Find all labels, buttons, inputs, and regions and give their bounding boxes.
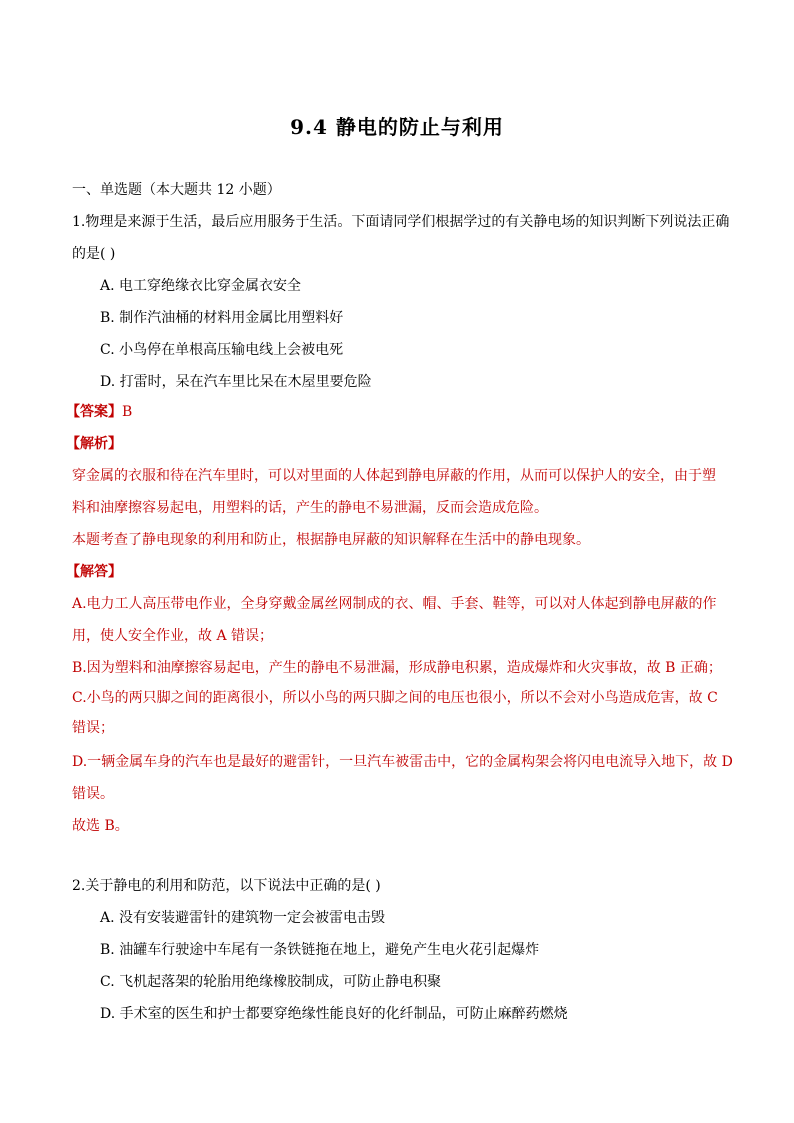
solution-label: 【解答】: [66, 564, 122, 580]
q1-option-d: D. 打雷时，呆在汽车里比呆在木屋里要危险: [100, 374, 372, 390]
solution-line-4: C.小鸟的两只脚之间的距离很小，所以小鸟的两只脚之间的电压也很小，所以不会对小鸟造成危害，故 C: [72, 690, 718, 706]
solution-line-1: A.电力工人高压带电作业，全身穿戴金属丝网制成的衣、帽、手套、鞋等，可以对人体起到静电屏蔽的作: [72, 596, 717, 612]
solution-line-2: 用，使人安全作业，故 A 错误；: [72, 628, 274, 644]
solution-line-6: D.一辆金属车身的汽车也是最好的避雷针，一旦汽车被雷击中，它的金属构架会将闪电电流导入地下，故 D: [72, 754, 733, 770]
analysis-label: 【解析】: [66, 436, 122, 452]
q2-option-c: C. 飞机起落架的轮胎用绝缘橡胶制成，可防止静电积聚: [100, 974, 442, 990]
q2-stem: 2.关于静电的利用和防范，以下说法中正确的是( ): [72, 878, 381, 894]
solution-line-5: 错误；: [72, 720, 114, 736]
q2-option-a: A. 没有安装避雷针的建筑物一定会被雷电击毁: [100, 910, 386, 926]
q1-stem-line-2: 的是( ): [72, 246, 116, 262]
q2-option-b: B. 油罐车行驶途中车尾有一条铁链拖在地上，避免产生电火花引起爆炸: [100, 942, 540, 958]
solution-line-3: B.因为塑料和油摩擦容易起电，产生的静电不易泄漏，形成静电积累，造成爆炸和火灾事故，故 B 正确；: [72, 660, 722, 676]
page-title: 9.4 静电的防止与利用: [290, 115, 504, 139]
section-header: 一、单选题（本大题共 12 小题）: [72, 182, 281, 198]
solution-line-7: 错误。: [72, 786, 114, 802]
q1-option-b: B. 制作汽油桶的材料用金属比用塑料好: [100, 310, 344, 326]
answer-label: 【答案】: [66, 404, 122, 420]
q1-option-a: A. 电工穿绝缘衣比穿金属衣安全: [100, 278, 302, 294]
analysis-line-1: 穿金属的衣服和待在汽车里时，可以对里面的人体起到静电屏蔽的作用，从而可以保护人的安全，由于塑: [72, 468, 716, 484]
analysis-line-3: 本题考查了静电现象的利用和防止，根据静电屏蔽的知识解释在生活中的静电现象。: [72, 532, 590, 548]
q1-stem-line-1: 1.物理是来源于生活，最后应用服务于生活。下面请同学们根据学过的有关静电场的知识判断下列说法正确: [72, 214, 730, 230]
answer-value: B: [122, 404, 133, 420]
q1-option-c: C. 小鸟停在单根高压输电线上会被电死: [100, 342, 344, 358]
q2-option-d: D. 手术室的医生和护士都要穿绝缘性能良好的化纤制品，可防止麻醉药燃烧: [100, 1006, 568, 1022]
q1-answer: [66, 402, 726, 422]
solution-line-8: 故选 B。: [72, 818, 129, 834]
analysis-line-2: 料和油摩擦容易起电，用塑料的话，产生的静电不易泄漏，反而会造成危险。: [72, 500, 548, 516]
